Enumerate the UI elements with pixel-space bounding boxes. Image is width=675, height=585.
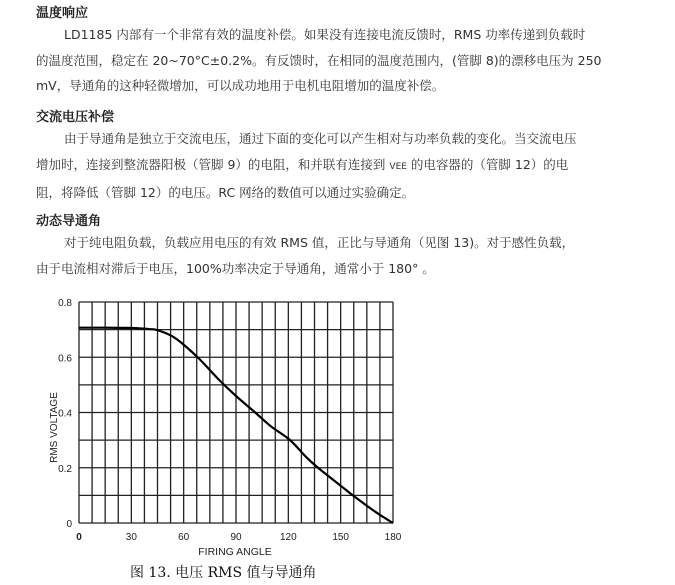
x-tick-label: 0 [76, 532, 82, 543]
y-axis-label: RMS VOLTAGE [49, 392, 60, 463]
heading-dynamic-firing-angle: 动态导通角 [36, 214, 102, 229]
y-tick-label: 0.2 [58, 463, 72, 475]
x-axis-label: FIRING ANGLE [198, 546, 272, 558]
paragraph-dynamic-firing-angle [36, 230, 646, 281]
text-line: LD1185 内部有一个非常有效的温度补偿。如果没有连接电流反馈时，RMS 功率传递到负载时 [64, 27, 586, 42]
rms-voltage-chart [0, 290, 420, 560]
y-tick-label: 0 [66, 519, 72, 530]
text-line: 由于电流相对滞后于电压，100%功率决定于导通角，通常小于 180° 。 [36, 260, 435, 276]
text-line: 增加时，连接到整流器阳极（管脚 9）的电阻，和并联有连接到 VEE 的电容器的（管脚 12）的电 [36, 156, 569, 172]
figure-caption: 图 13. 电压 RMS 值与导通角 [130, 565, 317, 581]
x-tick-label: 180 [384, 532, 402, 543]
x-tick-label: 30 [125, 532, 137, 543]
x-tick-label: 120 [279, 532, 297, 543]
vee-label: VEE [389, 161, 407, 172]
heading-ac-voltage-compensation: 交流电压补偿 [36, 110, 115, 125]
x-tick-label: 150 [332, 532, 350, 543]
text-line: 对于纯电阻负载，负载应用电压的有效 RMS 值，正比与导通角（见图 13)。对于感性负载， [64, 235, 575, 250]
x-tick-label: 60 [178, 532, 190, 543]
text-line: 的温度范围，稳定在 20~70°C±0.2%。有反馈时，在相同的温度范围内，(管脚 8)的漂移电压为 250 [36, 52, 602, 68]
heading-temperature-response: 温度响应 [36, 6, 89, 21]
paragraph-ac-voltage-compensation [36, 126, 646, 206]
y-tick-label: 0.6 [58, 353, 72, 365]
text-line: 由于导通角是独立于交流电压，通过下面的变化可以产生相对与功率负载的变化。当交流电压 [64, 131, 577, 146]
text-line: 阻，将降低（管脚 12）的电压。RC 网络的数值可以通过实验确定。 [36, 185, 415, 200]
paragraph-temperature-response [36, 22, 646, 99]
text-line: mV，导通角的这种轻微增加，可以成功地用于电机电阻增加的温度补偿。 [36, 78, 445, 93]
x-tick-label: 90 [230, 532, 242, 543]
y-tick-label: 0.4 [58, 408, 72, 420]
y-tick-label: 0.8 [58, 298, 72, 309]
